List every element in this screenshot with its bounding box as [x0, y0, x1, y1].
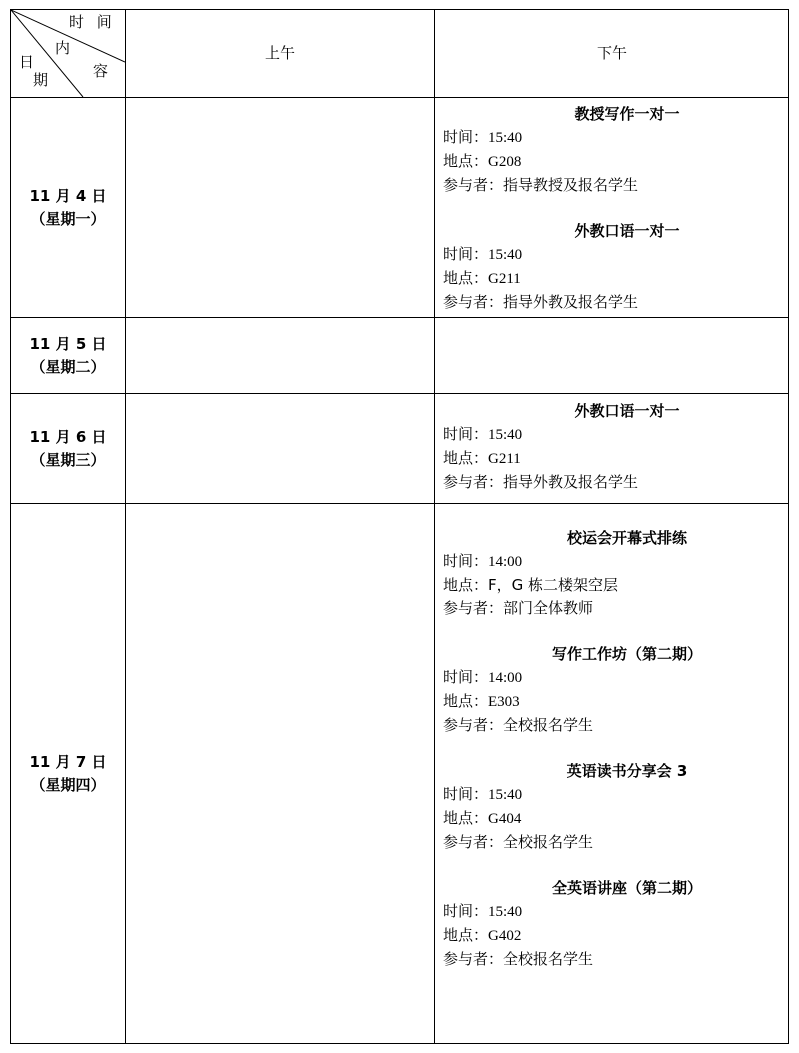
event-english-lecture: [435, 877, 789, 971]
event-people: 参与者：全校报名学生: [443, 716, 594, 734]
event-time: 时间：15:40: [443, 785, 523, 803]
date-label: 11 月 5 日: [29, 334, 107, 353]
event-reading-share: [435, 760, 789, 854]
event-people: 参与者：全校报名学生: [443, 950, 594, 968]
event-professor-writing: [435, 103, 789, 197]
event-sports-rehearsal: [435, 527, 789, 620]
weekday-label: （星期三）: [30, 450, 106, 469]
event-people: 参与者：指导外教及报名学生: [443, 293, 639, 311]
event-time: 时间：15:40: [443, 425, 523, 443]
column-divider-1: [125, 10, 126, 1043]
date-cell-nov6: [11, 394, 125, 503]
event-people: 参与者：部门全体教师: [443, 599, 594, 617]
event-title: 教授写作一对一: [574, 105, 680, 123]
event-title: 外教口语一对一: [574, 402, 680, 420]
event-place: 地点：G404: [443, 809, 522, 827]
afternoon-cell-nov7: [435, 527, 789, 971]
corner-time-label: 时 间: [69, 13, 116, 31]
event-title: 校运会开幕式排练: [566, 529, 687, 547]
event-foreign-oral: [435, 220, 789, 314]
corner-content-top: 内: [55, 39, 71, 57]
weekday-label: （星期二）: [30, 357, 106, 376]
date-label: 11 月 4 日: [29, 186, 107, 205]
event-people: 参与者：指导外教及报名学生: [443, 473, 639, 491]
morning-header: 上午: [264, 44, 295, 62]
corner-date-char1: 日: [19, 53, 35, 71]
row-divider-3: [11, 503, 788, 504]
event-writing-workshop: [435, 643, 789, 737]
event-place: 地点：E303: [443, 692, 520, 710]
event-title: 全英语讲座（第二期）: [551, 879, 702, 897]
event-place: 地点：G211: [443, 449, 521, 467]
date-cell-nov7: [11, 504, 125, 1044]
date-cell-nov4: [11, 98, 125, 317]
afternoon-cell-nov4: [435, 103, 789, 314]
date-label: 11 月 7 日: [29, 753, 107, 771]
row-divider-1: [11, 317, 788, 318]
date-label: 11 月 6 日: [29, 427, 107, 446]
date-cell-nov5: [11, 318, 125, 393]
event-title: 英语读书分享会 3: [566, 762, 688, 780]
event-place: 地点：F，G 栋二楼架空层: [443, 576, 619, 594]
corner-date-char2: 期: [33, 71, 49, 89]
event-time: 时间：15:40: [443, 245, 523, 263]
event-place: 地点：G208: [443, 152, 522, 170]
event-place: 地点：G402: [443, 926, 522, 944]
event-time: 时间：14:00: [443, 552, 523, 570]
event-foreign-oral: [435, 400, 789, 494]
event-time: 时间：15:40: [443, 128, 523, 146]
weekday-label: （星期一）: [30, 209, 106, 228]
schedule-table: [10, 9, 789, 1044]
weekday-label: （星期四）: [30, 776, 106, 794]
afternoon-cell-nov6: [435, 400, 789, 494]
row-divider-2: [11, 393, 788, 394]
event-people: 参与者：指导教授及报名学生: [443, 176, 639, 194]
corner-header-cell: [11, 10, 125, 97]
event-place: 地点：G211: [443, 269, 521, 287]
corner-content-bottom: 容: [93, 62, 109, 80]
event-title: 写作工作坊（第二期）: [551, 645, 702, 663]
event-time: 时间：15:40: [443, 902, 523, 920]
event-title: 外教口语一对一: [574, 222, 680, 240]
event-time: 时间：14:00: [443, 668, 523, 686]
afternoon-header: 下午: [596, 44, 627, 62]
row-divider-header: [11, 97, 788, 98]
event-people: 参与者：全校报名学生: [443, 833, 594, 851]
